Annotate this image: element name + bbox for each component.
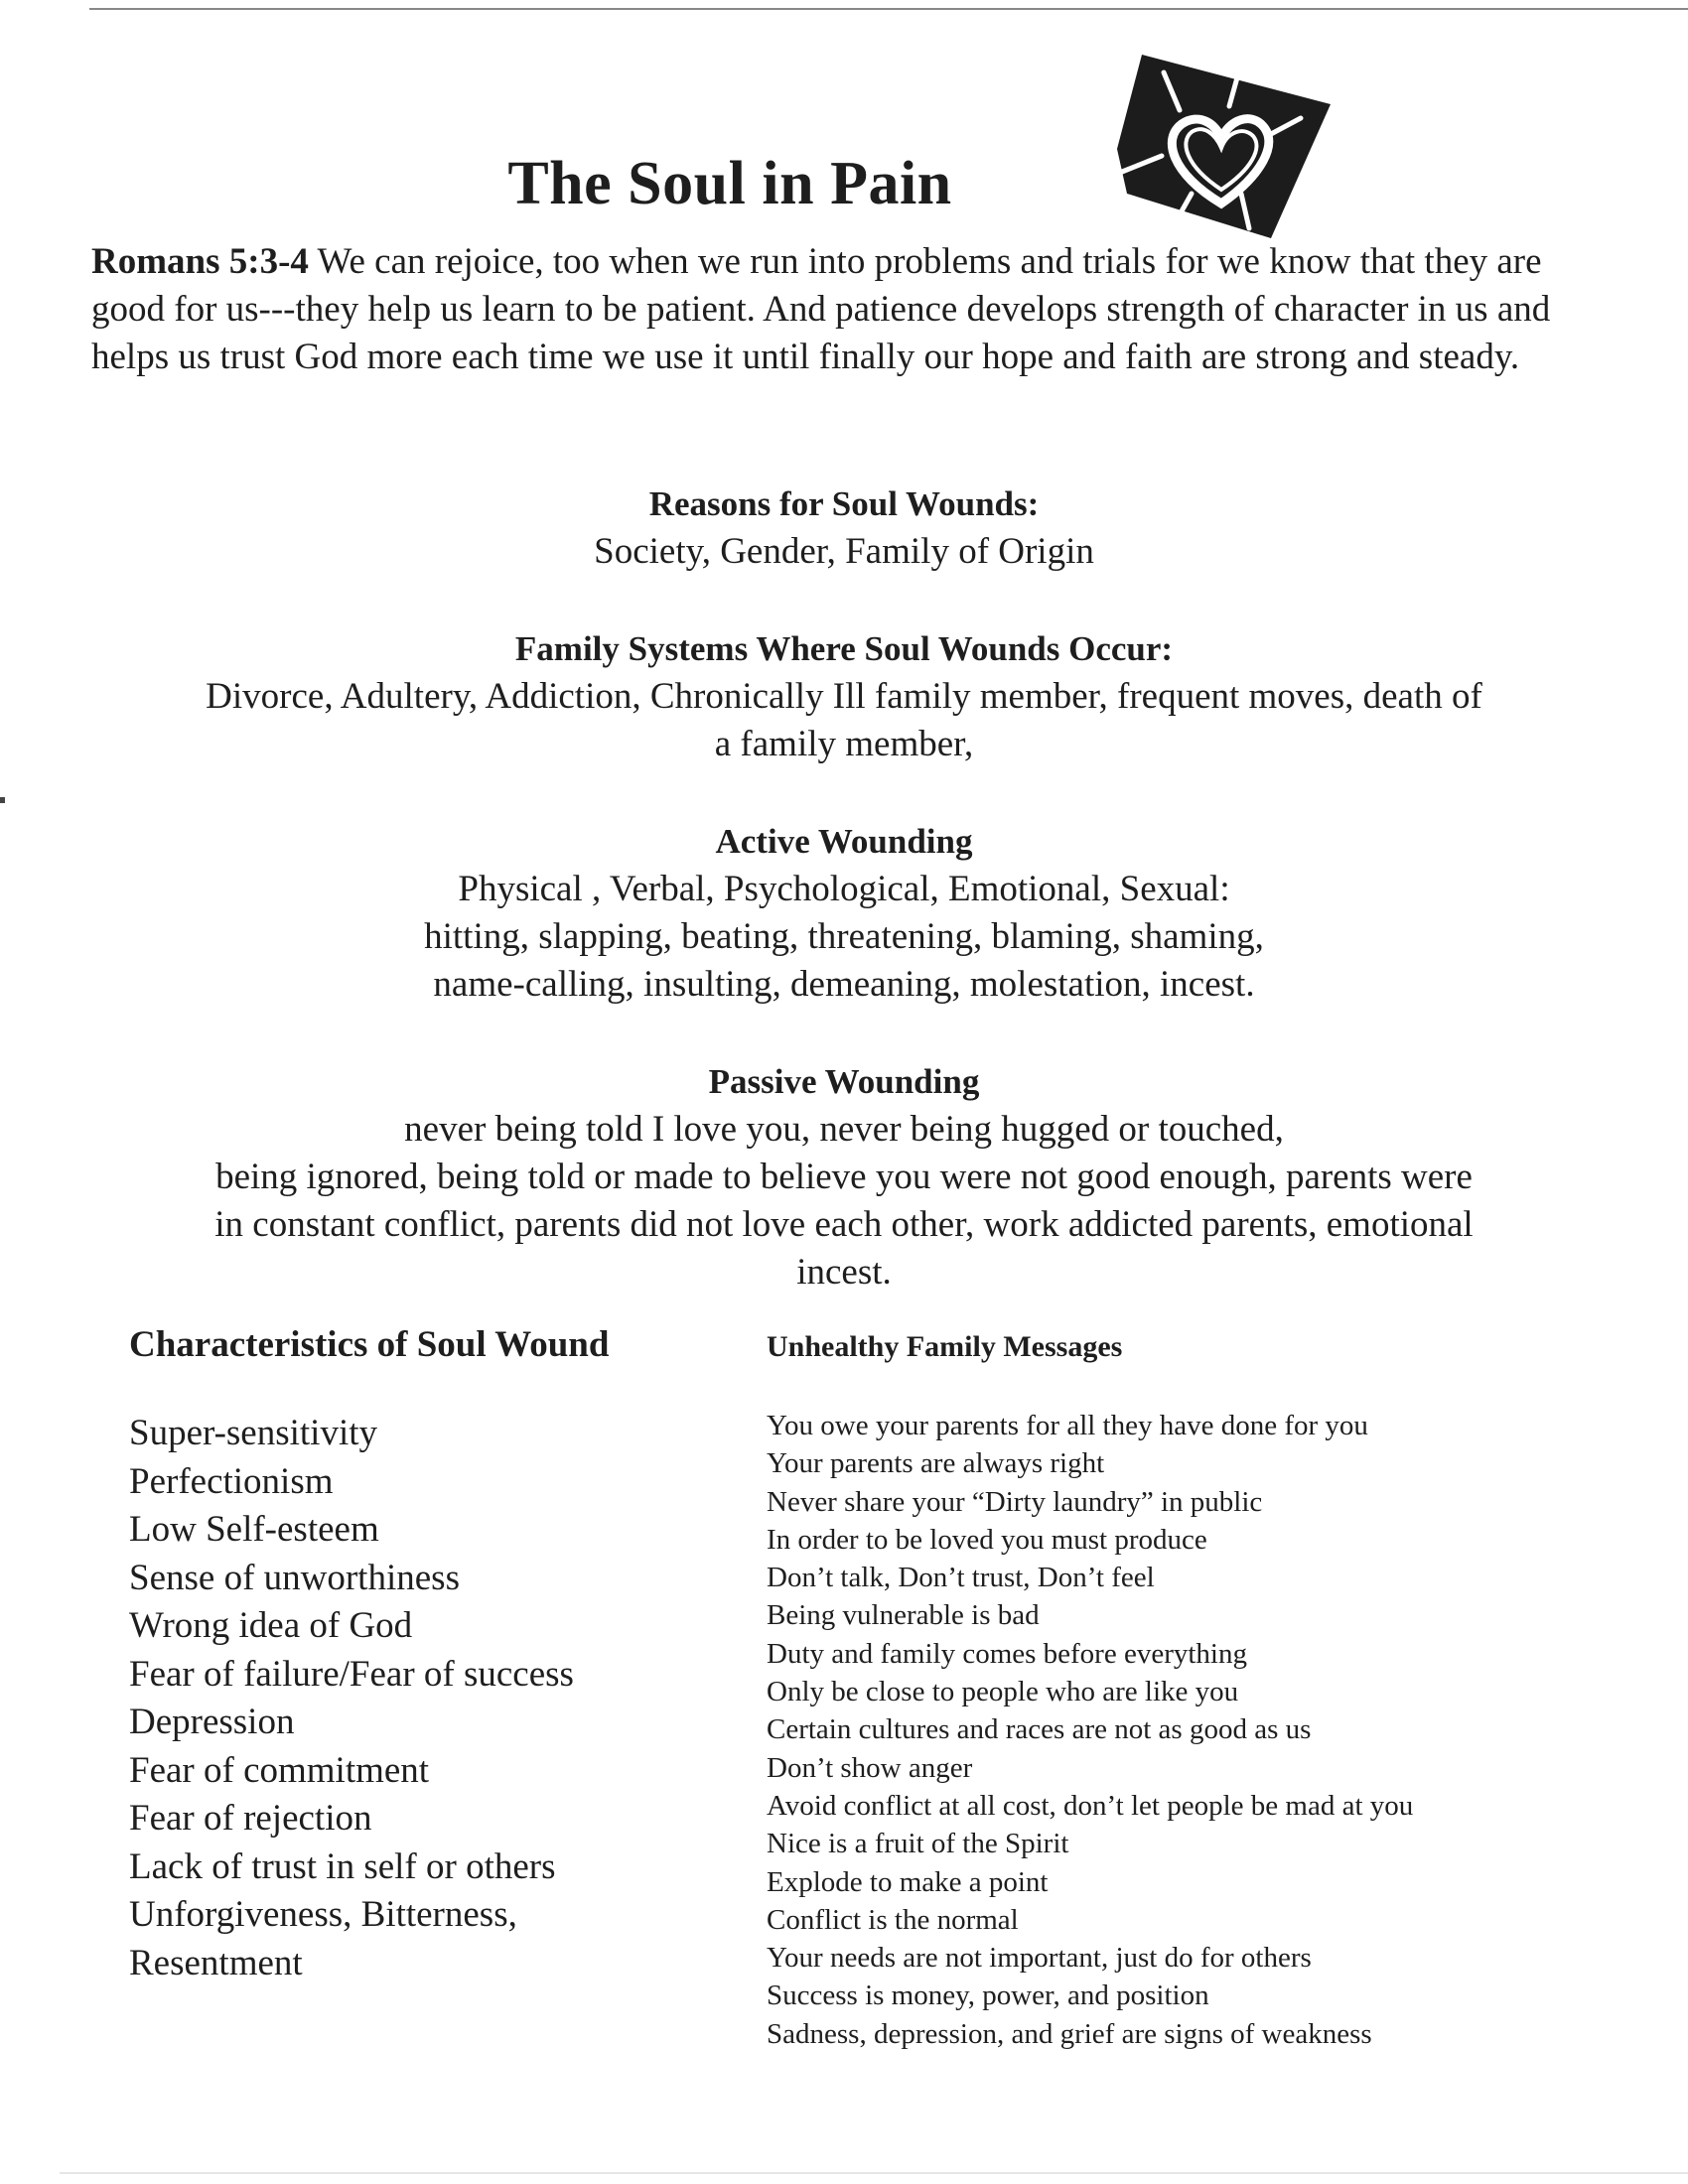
section-heading: Active Wounding — [715, 822, 973, 861]
list-item: Sadness, depression, and grief are signs of weakness — [767, 2017, 1372, 2050]
page-title: The Soul in Pain — [507, 150, 952, 217]
list-item: Explode to make a point — [767, 1865, 1049, 1898]
scripture-text: We can rejoice, too when we run into problems and trials for we know that they are good for us---they help us learn to be patient. And patience develops strength of character in us and helps us trust God more each time we use it until finally our hope and faith are strong and steady. — [91, 241, 1551, 377]
heart-logo-icon — [1102, 45, 1336, 243]
characteristics-list — [129, 1320, 725, 1987]
top-rule — [89, 8, 1688, 10]
section-body: Physical , Verbal, Psychological, Emotional, Sexual: hitting, slapping, beating, threatening, blaming, shaming, name-calling, insulting, demeaning, molestation, incest. — [424, 869, 1264, 1005]
scan-mark — [0, 797, 5, 803]
list-item: Lack of trust in self or others — [129, 1845, 556, 1887]
list-item: Don’t show anger — [767, 1751, 973, 1784]
bottom-rule — [60, 2172, 1688, 2174]
list-item: Depression — [129, 1702, 295, 1742]
section-body: never being told I love you, never being hugged or touched, being ignored, being told or made to believe you were not good enough, parents were in constant conflict, parents did not love each other, work addicted parents, emotional incest. — [214, 1109, 1474, 1293]
list-item: Success is money, power, and position — [767, 1979, 1209, 2012]
list-item: Conflict is the normal — [767, 1903, 1019, 1936]
list-item: Resentment — [129, 1942, 303, 1983]
section-passive-wounding — [79, 1058, 1609, 1297]
list-item: Your needs are not important, just do for others — [767, 1942, 1312, 1975]
list-item: Your parents are always right — [767, 1447, 1105, 1480]
list-item: You owe your parents for all they have done for you — [767, 1410, 1368, 1441]
list-item: Being vulnerable is bad — [767, 1599, 1040, 1632]
list-item: Perfectionism — [129, 1460, 334, 1502]
section-family-systems — [79, 625, 1609, 768]
scripture-reference: Romans 5:3-4 — [91, 241, 309, 282]
section-heading: Reasons for Soul Wounds: — [648, 484, 1040, 523]
list-item: Fear of rejection — [129, 1798, 372, 1839]
list-item: Certain cultures and races are not as good as us — [767, 1713, 1312, 1746]
list-item: Fear of commitment — [129, 1749, 430, 1791]
section-body: Divorce, Adultery, Addiction, Chronically Ill family member, frequent moves, death of a family member, — [206, 676, 1482, 764]
list-item: Never share your “Dirty laundry” in public — [767, 1485, 1263, 1518]
list-item: Avoid conflict at all cost, don’t let people be mad at you — [767, 1789, 1414, 1822]
list-item: In order to be loved you must produce — [767, 1523, 1207, 1556]
section-heading: Family Systems Where Soul Wounds Occur: — [514, 629, 1174, 668]
section-heading: Passive Wounding — [708, 1062, 980, 1101]
list-item: Fear of failure/Fear of success — [129, 1653, 574, 1695]
list-item: Wrong idea of God — [129, 1605, 413, 1646]
list-item: Sense of unworthiness — [129, 1557, 460, 1598]
list-item: Don’t talk, Don’t trust, Don’t feel — [767, 1562, 1155, 1594]
list-item: Super-sensitivity — [129, 1413, 378, 1453]
list-item: Unforgiveness, Bitterness, — [129, 1894, 517, 1935]
family-messages-heading: Unhealthy Family Messages — [767, 1330, 1123, 1363]
section-active-wounding — [79, 818, 1609, 1009]
list-item: Low Self-esteem — [129, 1509, 379, 1550]
list-item: Duty and family comes before everything — [767, 1637, 1247, 1670]
section-body: Society, Gender, Family of Origin — [594, 531, 1094, 572]
section-reasons — [79, 480, 1609, 576]
family-messages-list — [767, 1325, 1581, 2053]
characteristics-heading: Characteristics of Soul Wound — [129, 1324, 610, 1365]
scripture-passage — [91, 238, 1601, 381]
list-item: Nice is a fruit of the Spirit — [767, 1828, 1069, 1860]
list-item: Only be close to people who are like you — [767, 1676, 1239, 1708]
